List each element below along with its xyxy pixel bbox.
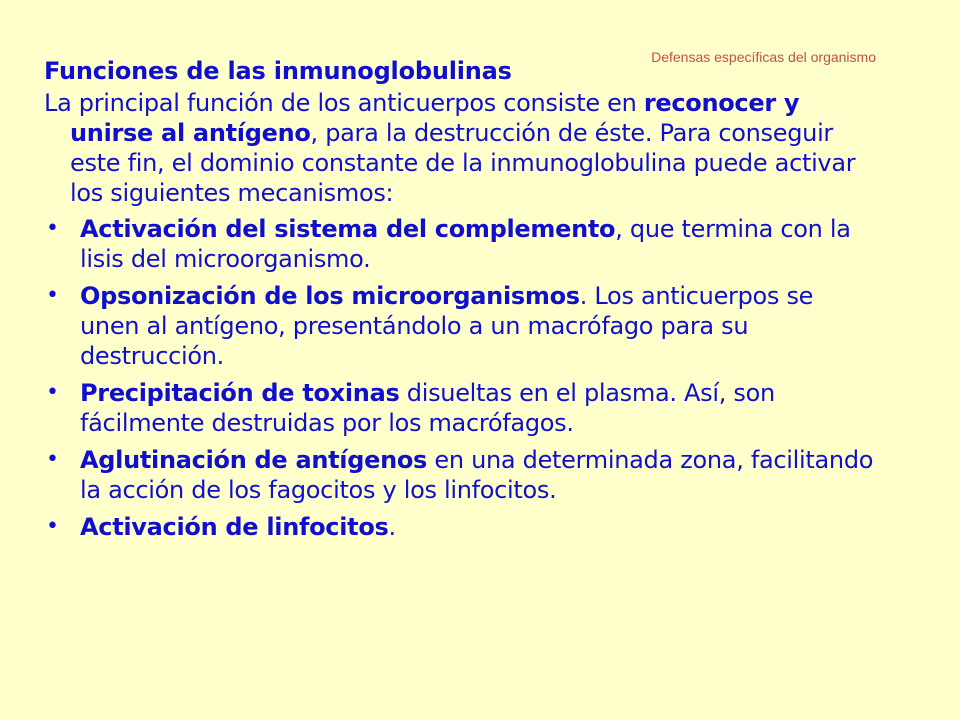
slide-title: Funciones de las inmunoglobulinas — [44, 57, 512, 85]
list-item-lymphocytes — [44, 512, 874, 542]
list-item-complement — [44, 214, 874, 274]
bullet-dot-icon: • — [46, 447, 59, 472]
list-item-agglutination — [44, 445, 874, 505]
bullet-dot-icon: • — [46, 380, 59, 405]
bullet-dot-icon: • — [46, 283, 59, 308]
bullet-dot-icon: • — [46, 514, 59, 539]
intro-paragraph — [44, 88, 874, 208]
list-item-text: en una determinada zona, facilitando la acción de los fagocitos y los linfocitos. — [80, 446, 874, 504]
list-item-bold: Aglutinación de antígenos — [80, 446, 428, 474]
list-item-bold: Precipitación de toxinas — [80, 379, 400, 407]
intro-text-2: , para la destrucción de éste. Para conseguir este fin, el dominio constante de la inmunoglobulina puede activar los siguientes mecanismos: — [70, 119, 856, 207]
list-item-bold: Activación de linfocitos — [80, 513, 389, 541]
slide-content — [44, 56, 874, 549]
list-item-text: , que termina con la lisis del microorganismo. — [80, 215, 851, 273]
list-item-bold: Opsonización de los microorganismos — [80, 282, 580, 310]
intro-bold: reconocer y unirse al antígeno — [70, 89, 800, 147]
list-item-text: . — [388, 513, 396, 541]
bullet-dot-icon: • — [46, 216, 59, 241]
list-item-text: disueltas en el plasma. Así, son fácilmente destruidas por los macrófagos. — [80, 379, 775, 437]
header-note: Defensas específicas del organismo — [651, 49, 876, 65]
list-item-opsonization — [44, 281, 874, 371]
list-item-precipitation — [44, 378, 874, 438]
mechanism-list — [44, 214, 874, 542]
list-item-bold: Activación del sistema del complemento — [80, 215, 616, 243]
list-item-text: . Los anticuerpos se unen al antígeno, presentándolo a un macrófago para su destrucción. — [80, 282, 814, 370]
intro-text-1: La principal función de los anticuerpos consiste en — [44, 89, 644, 117]
